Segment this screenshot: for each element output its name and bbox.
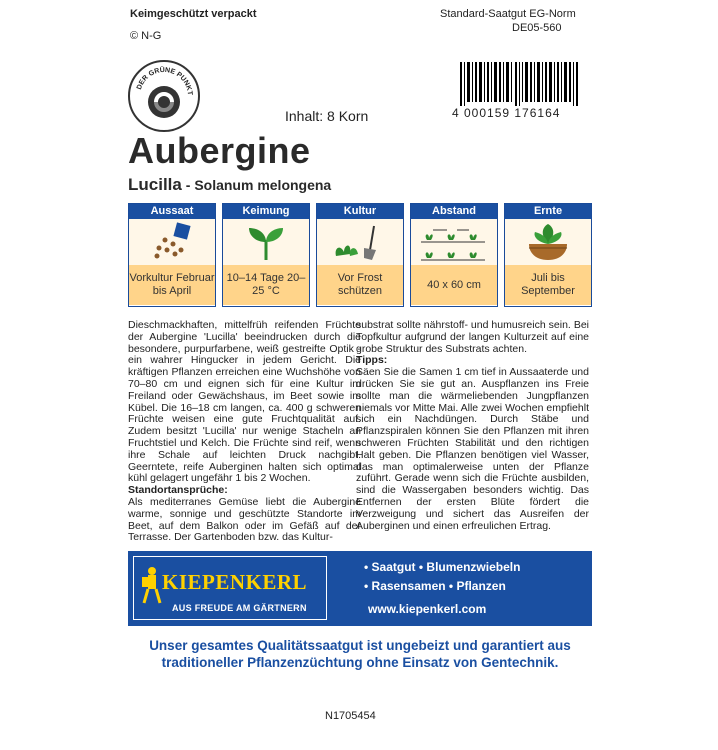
panel-title: Ernte (505, 204, 591, 219)
subtitle-separator: - (181, 177, 195, 193)
location-text: Als mediterranes Gemüse liebt die Aubergine warme, sonnige und geschützte Standorte im Beet, auf dem Balkon oder im Gefäß auf der Terrasse. Der Gartenboden bzw. das Kultur- (128, 495, 361, 544)
packaging-note: Keimgeschützt verpackt (130, 8, 257, 20)
product-title: Aubergine (128, 130, 311, 171)
location-title: Standortansprüche: (128, 484, 228, 497)
description-intro: Dieschmackhaften, mittelfrüh reifenden Früchte der Aubergine 'Lucilla' beeindrucken durch die besondere, purpurfarbene, weiß gestreifte Optik - ein wahrer Hingucker in jedem Gericht. Die kräftigen Pflanzen erreichen eine Wuchshöhe von 70–80 cm und eignen sich für eine Kultur im Freiland oder Gewächshaus, im Beet sowie im Kübel. Die 16–18 cm langen, ca. 400 g schweren Früchte weisen eine gute Fruchtqualität auf. Zudem besitzt 'Lucilla' nur wenige Stacheln an Fruchtstiel und Kelch. Die Früchte sind reif, wenn ihre Schale auf leichten Druck nachgibt. Geerntete, reife Auberginen halten sich optimal kühl gelagert ungefähr 1 bis 2 Wochen. (128, 319, 361, 485)
seed-packet-icon (129, 219, 215, 265)
brand-name: KIEPENKERL (162, 570, 308, 594)
panel-text: Juli bis September (505, 265, 591, 305)
panel-text: Vorkultur Februar bis April (129, 265, 215, 305)
seedling-icon (223, 219, 309, 265)
kiepenkerl-figure-icon (140, 565, 164, 610)
panel-kultur (316, 203, 404, 307)
panel-aussaat (128, 203, 216, 307)
green-dot-logo (128, 60, 200, 132)
copyright: © N-G (130, 30, 162, 42)
description-column-right (356, 320, 589, 532)
green-dot-text: DER GRÜNE PUNKT (135, 66, 194, 96)
panel-abstand (410, 203, 498, 307)
panel-text: 40 x 60 cm (411, 265, 497, 305)
tips-title: Tipps: (356, 354, 388, 367)
description-column-left (128, 320, 361, 544)
panel-text: Vor Frost schützen (317, 265, 403, 305)
panel-title: Keimung (223, 204, 309, 219)
barcode-number: 4 000159 176164 (452, 106, 561, 120)
shovel-plants-icon (317, 219, 403, 265)
brand-slogan: AUS FREUDE AM GÄRTNERN (172, 603, 307, 613)
harvest-bowl-icon (505, 219, 591, 265)
article-code: N1705454 (325, 710, 376, 722)
product-line-1: • Saatgut • Blumenzwiebeln (364, 560, 521, 574)
panel-keimung (222, 203, 310, 307)
latin-name: Solanum melongena (194, 177, 332, 193)
product-subtitle (128, 175, 331, 195)
tips-text: Säen Sie die Samen 1 cm tief in Aussaaterde und drücken Sie sie gut an. Auspflanzen ins Freie sollte man die wärmeliebenden Jungpflanzen niemals vor Mitte Mai. Alle zwei Wochen empfiehlt sich ein Nachdüngen. Durch Stäbe und Pflanzspiralen können Sie den Pflanzen mit ihren schweren Früchten Stabilität und den richtigen Halt geben. Die Pflanzen benötigen viel Wasser, das man optimalerweise unten der Pflanze zuführt. Gerade wenn sich die Früchte ausbilden, sind die Wassergaben besonders wichtig. Das Entfernen der ersten Blüte fördert die Verzweigung und sichert das Ausreifen der Auberginen und einen erfreulichen Ertrag. (356, 366, 589, 532)
panel-text: 10–14 Tage 20–25 °C (223, 265, 309, 305)
norm-code: DE05-560 (512, 22, 562, 34)
location-text-continued: substrat sollte nährstoff- und humusreich sein. Bei Topfkultur aufgrund der langen Kulturzeit auf eine grobe Struktur des Substrats achten. (356, 319, 589, 355)
panel-title: Abstand (411, 204, 497, 219)
variety-name: Lucilla (128, 175, 182, 194)
product-line-2: • Rasensamen • Pflanzen (364, 579, 506, 593)
spacing-icon (411, 219, 497, 265)
panel-ernte (504, 203, 592, 307)
content-label: Inhalt: 8 Korn (285, 108, 369, 124)
panel-title: Kultur (317, 204, 403, 219)
panel-title: Aussaat (129, 204, 215, 219)
standard-label: Standard-Saatgut EG-Norm (440, 8, 576, 20)
brand-url[interactable]: www.kiepenkerl.com (368, 602, 487, 616)
quality-statement: Unser gesamtes Qualitätssaatgut ist ungebeizt und garantiert aus traditioneller Pflanzenzüchtung ohne Einsatz von Gentechnik. (149, 638, 571, 670)
